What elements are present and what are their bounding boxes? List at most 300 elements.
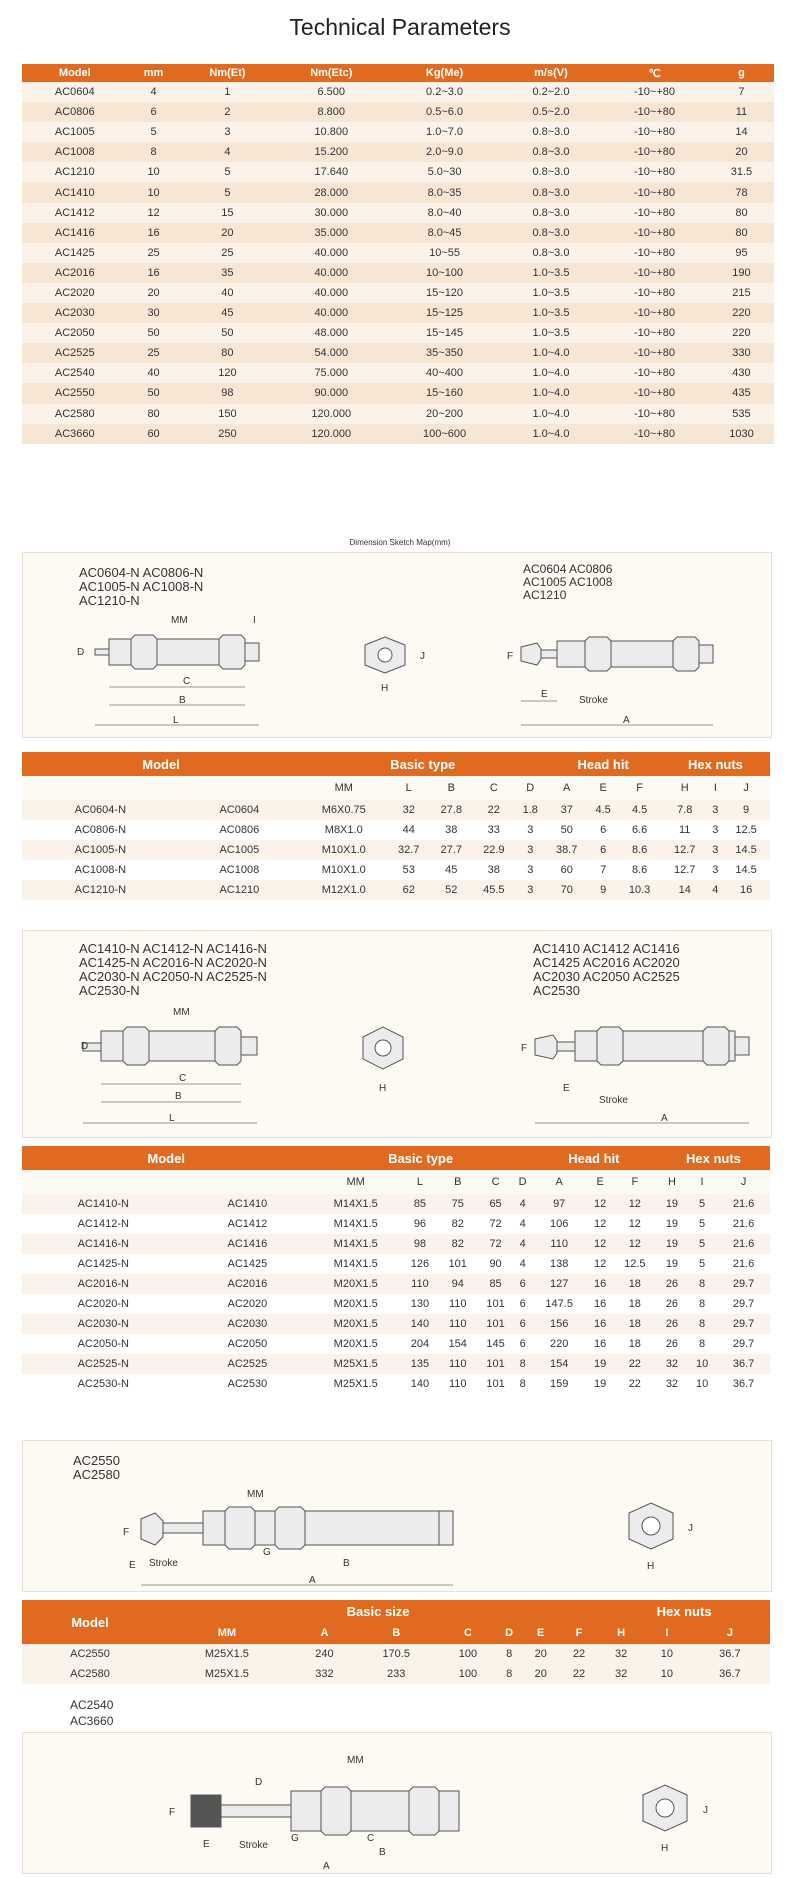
table-cell: 7 — [738, 86, 745, 99]
table-cell: 10.800 — [314, 126, 349, 139]
label-stroke: Stroke — [579, 695, 608, 706]
table-cell: 110 — [448, 1318, 467, 1330]
table-cell: 4 — [519, 1238, 526, 1250]
sub-header-cell: MM — [346, 1176, 365, 1188]
table-cell: 28.000 — [314, 186, 349, 199]
table-cell: 25 — [147, 347, 160, 360]
table-cell: 154 — [448, 1338, 467, 1350]
table-cell: -10~+80 — [634, 266, 675, 279]
small-models-table — [22, 752, 770, 900]
table-cell: 30.000 — [314, 206, 349, 219]
table-cell: 12 — [594, 1198, 607, 1210]
table-cell: AC2016 — [227, 1278, 268, 1290]
table-cell: 7.8 — [677, 804, 693, 816]
table-cell: 190 — [732, 266, 751, 279]
label-stroke-2: Stroke — [599, 1095, 628, 1106]
table-cell: 20 — [534, 1648, 547, 1660]
table-cell: 100 — [458, 1648, 478, 1660]
table-cell: 70 — [560, 884, 573, 896]
table-cell: AC1210 — [54, 166, 95, 179]
label-b-3: B — [343, 1558, 350, 1569]
table-cell: AC1410 — [54, 186, 95, 199]
table-cell: 62 — [402, 884, 415, 896]
table-row — [22, 1664, 770, 1684]
table-cell: AC2020 — [227, 1298, 268, 1310]
blank-cell — [22, 776, 300, 800]
table-cell: M25X1.5 — [333, 1378, 378, 1390]
table-row — [22, 142, 774, 162]
label-c-2: C — [179, 1073, 187, 1084]
table-cell: 3 — [527, 864, 534, 876]
table3-group-basic: Basic size — [346, 1603, 410, 1619]
large-models-table — [22, 1600, 770, 1684]
table-cell: M14X1.5 — [333, 1198, 378, 1210]
table-cell: 0.5~6.0 — [426, 106, 464, 119]
table-cell: 36.7 — [732, 1358, 755, 1370]
table-cell: 35~350 — [426, 347, 464, 360]
table-cell: 35 — [221, 266, 234, 279]
table-cell: 40~400 — [426, 367, 464, 380]
sketch4-model-2: AC3660 — [70, 1714, 114, 1728]
table-cell: 3 — [712, 844, 719, 856]
table-cell: 5 — [224, 186, 231, 199]
table-cell: 21.6 — [732, 1198, 755, 1210]
table-cell: 20 — [221, 226, 234, 239]
table-cell: 14 — [735, 126, 748, 139]
table-cell: 6 — [519, 1278, 526, 1290]
parameters-header-row — [22, 64, 774, 82]
table-cell: 0.2~2.0 — [532, 86, 570, 99]
label-b-4: B — [379, 1847, 386, 1858]
sub-header-cell: J — [743, 782, 749, 794]
table2-subheader-row — [22, 1170, 770, 1194]
sketch1-right-line-1: AC0604 AC0806 — [523, 562, 613, 576]
table-cell: 6.6 — [631, 824, 648, 836]
sub-header-cell: B — [392, 1627, 401, 1639]
table-cell: 101 — [486, 1298, 505, 1310]
table-cell: 21.6 — [732, 1258, 755, 1270]
table-cell: 26 — [665, 1278, 679, 1290]
table-cell: 1.0~4.0 — [532, 387, 570, 400]
table-cell: 54.000 — [314, 347, 349, 360]
table-cell: -10~+80 — [634, 307, 675, 320]
sub-header-cell: C — [464, 1627, 472, 1639]
table-cell: AC2550 — [54, 387, 95, 400]
table-cell: 25 — [147, 246, 160, 259]
sub-header-cell: A — [320, 1627, 329, 1639]
table-cell: AC2550 — [70, 1648, 110, 1660]
table-cell: 94 — [451, 1278, 464, 1290]
table-cell: 37 — [560, 804, 573, 816]
table-cell: 140 — [410, 1378, 430, 1390]
table-cell: M14X1.5 — [333, 1218, 378, 1230]
table-cell: 10 — [660, 1668, 673, 1680]
table1-group-hex: Hex nuts — [687, 756, 743, 772]
table-cell: 233 — [387, 1668, 406, 1680]
table-cell: 2.0~9.0 — [426, 146, 464, 159]
table-cell: 25 — [221, 246, 234, 259]
sub-header-cell: B — [454, 1176, 462, 1188]
shock-absorber-xl-side-view — [191, 1787, 459, 1835]
table-cell: 8.0~35 — [427, 186, 462, 199]
table-cell: AC2030-N — [77, 1318, 129, 1330]
table1-group-row — [22, 752, 770, 776]
table-cell: 19 — [665, 1218, 679, 1230]
table-cell: 0.8~3.0 — [532, 186, 570, 199]
table1-group-head: Head hit — [577, 756, 629, 772]
table-cell: 110 — [448, 1358, 467, 1370]
table-cell: 32.7 — [398, 844, 420, 856]
table-cell: AC1416 — [54, 226, 95, 239]
table-cell: -10~+80 — [634, 286, 675, 299]
hex-nut-end-view-2 — [363, 1027, 403, 1069]
sub-header-cell: B — [447, 782, 455, 794]
table-cell: 90.000 — [314, 387, 349, 400]
table-cell: 138 — [550, 1258, 569, 1270]
col-weight: g — [738, 67, 745, 79]
table-cell: 32 — [402, 804, 415, 816]
table-cell: 36.7 — [732, 1378, 755, 1390]
table-cell: 18 — [628, 1318, 641, 1330]
label-f-3: F — [123, 1527, 130, 1538]
table-cell: 14.5 — [735, 864, 757, 876]
table-cell: 72 — [489, 1238, 502, 1250]
table-cell: 4 — [712, 884, 719, 896]
table-cell: 22.9 — [483, 844, 505, 856]
table-cell: 80 — [735, 206, 748, 219]
table-cell: 8 — [506, 1668, 513, 1680]
sub-header-cell: C — [491, 1176, 500, 1188]
table-cell: 98 — [221, 387, 234, 400]
table-cell: 1030 — [729, 427, 754, 440]
table-cell: AC1410 — [227, 1198, 268, 1210]
table-cell: 5 — [699, 1198, 706, 1210]
table-cell: AC1210-N — [74, 884, 127, 896]
label-a-3: A — [309, 1575, 316, 1586]
table-cell: 11 — [679, 824, 691, 836]
table-cell: AC2530 — [227, 1378, 268, 1390]
table-cell: 15~120 — [426, 286, 464, 299]
table-row — [22, 1234, 770, 1254]
shock-absorber-side-view — [95, 635, 259, 669]
table-cell: -10~+80 — [634, 186, 675, 199]
table-cell: 220 — [550, 1338, 569, 1350]
table-cell: M6X0.75 — [321, 804, 366, 816]
table-cell: 3 — [527, 884, 534, 896]
table-cell: AC2580 — [54, 407, 95, 420]
table-cell: AC1005 — [219, 844, 260, 856]
table-cell: AC1008-N — [74, 864, 127, 876]
label-a: A — [623, 715, 630, 726]
table-cell: 12 — [628, 1198, 641, 1210]
sketch3-line-2: AC2580 — [73, 1467, 120, 1482]
table-cell: M20X1.5 — [333, 1338, 378, 1350]
table-cell: 5 — [150, 126, 157, 139]
table-cell: 332 — [315, 1668, 334, 1680]
sub-header-cell: MM — [217, 1627, 237, 1639]
table-cell: 18 — [628, 1298, 641, 1310]
table-cell: AC2050 — [54, 327, 95, 340]
table-cell: AC1412 — [54, 206, 95, 219]
table2-group-row — [22, 1146, 770, 1170]
table-cell: 101 — [486, 1378, 505, 1390]
label-d-2: D — [81, 1041, 89, 1052]
sketch2-left-line-3: AC2030-N AC2050-N AC2525-N — [79, 969, 267, 984]
hex-nut-end-view-4 — [643, 1785, 687, 1831]
table-cell: AC1210 — [219, 884, 260, 896]
table-cell: 10~55 — [429, 246, 460, 259]
table-cell: 9 — [600, 884, 607, 896]
table-cell: 8.6 — [631, 844, 648, 856]
table-cell: 16 — [739, 884, 753, 896]
table-cell: 65 — [489, 1198, 502, 1210]
page-title: Technical Parameters — [289, 14, 511, 40]
sub-header-cell: MM — [334, 782, 353, 794]
table-cell: -10~+80 — [634, 86, 675, 99]
table-cell: 20 — [534, 1668, 547, 1680]
table-cell: 18 — [628, 1278, 641, 1290]
label-l: L — [173, 715, 179, 726]
label-d-4: D — [255, 1777, 263, 1788]
label-f: F — [507, 651, 514, 662]
sub-header-cell: A — [555, 1176, 563, 1188]
table-cell: 75 — [451, 1198, 464, 1210]
table3-group-row — [22, 1600, 770, 1622]
table-cell: 17.640 — [314, 166, 349, 179]
table-cell: 16 — [594, 1318, 607, 1330]
table-cell: AC1410-N — [77, 1198, 129, 1210]
col-nm-etc: Nm(Etc) — [310, 67, 353, 79]
table-cell: 0.8~3.0 — [532, 206, 570, 219]
blank-cell — [22, 1170, 310, 1194]
table-cell: 4.5 — [595, 804, 611, 816]
table-cell: 8 — [150, 146, 157, 159]
label-mm-3: MM — [247, 1489, 264, 1500]
table-row — [22, 102, 774, 122]
sketch2-right-line-4: AC2530 — [533, 983, 580, 998]
table-cell: 110 — [550, 1238, 568, 1250]
sub-header-cell: E — [596, 1176, 604, 1188]
table-cell: 22 — [572, 1668, 586, 1680]
table-cell: 10 — [660, 1648, 673, 1660]
sketch1-left-line-2: AC1005-N AC1008-N — [79, 579, 204, 594]
sketch2-left-line-2: AC1425-N AC2016-N AC2020-N — [79, 955, 267, 970]
table-cell: 82 — [451, 1218, 464, 1230]
sketch1-right-line-3: AC1210 — [523, 588, 567, 602]
label-h-4: H — [661, 1843, 669, 1854]
table-cell: 95 — [735, 246, 748, 259]
table-cell: 130 — [410, 1298, 430, 1310]
table-cell: 22 — [572, 1648, 586, 1660]
table-cell: 12 — [147, 206, 160, 219]
sub-header-cell: D — [518, 1176, 527, 1188]
table-cell: AC2016-N — [77, 1278, 129, 1290]
table-cell: 50 — [560, 824, 573, 836]
table-cell: -10~+80 — [634, 166, 675, 179]
table-cell: 1.0~4.0 — [532, 347, 570, 360]
table-cell: 1.0~4.0 — [532, 367, 570, 380]
table-row — [22, 1374, 770, 1394]
table-row — [22, 1334, 770, 1354]
label-g-4: G — [291, 1833, 299, 1844]
table-cell: 48.000 — [314, 327, 349, 340]
label-h-3: H — [647, 1561, 655, 1572]
sub-header-cell: J — [726, 1627, 733, 1639]
table-cell: 45 — [445, 864, 458, 876]
table-cell: 1.0~3.5 — [532, 286, 570, 299]
table-cell: AC0806 — [54, 106, 95, 119]
table-cell: AC2525 — [54, 347, 95, 360]
sub-header-cell: I — [713, 782, 717, 794]
table-cell: M25X1.5 — [204, 1668, 249, 1680]
table-row — [22, 880, 770, 900]
table-cell: 4.5 — [631, 804, 648, 816]
sub-header-cell: H — [680, 782, 689, 794]
table-cell: AC2030 — [54, 307, 95, 320]
table-row — [22, 1354, 770, 1374]
table-cell: 12 — [628, 1238, 641, 1250]
table-cell: 330 — [732, 347, 751, 360]
table-cell: M20X1.5 — [333, 1278, 378, 1290]
table-cell: 5 — [699, 1258, 706, 1270]
table-cell: 10~100 — [426, 266, 464, 279]
table-cell: 12 — [628, 1218, 641, 1230]
table-cell: 106 — [550, 1218, 569, 1230]
col-mm: mm — [143, 67, 164, 79]
sub-header-cell: L — [405, 782, 412, 794]
sub-header-cell: F — [636, 782, 643, 794]
table-cell: 11 — [735, 106, 748, 119]
table-cell: AC2050-N — [77, 1338, 129, 1350]
table-cell: 40.000 — [314, 307, 349, 320]
table-cell: 85 — [489, 1278, 502, 1290]
sub-header-cell: D — [526, 782, 535, 794]
sub-header-cell: A — [563, 782, 571, 794]
table-row — [22, 383, 774, 403]
label-mm: MM — [171, 615, 188, 626]
table-cell: 19 — [594, 1358, 607, 1370]
table-cell: 15 — [221, 206, 234, 219]
table-cell: -10~+80 — [634, 106, 675, 119]
table1-group-model: Model — [142, 756, 180, 772]
table-row — [22, 162, 774, 182]
table-cell: 100~600 — [422, 427, 467, 440]
table-cell: AC2530-N — [77, 1378, 129, 1390]
table-cell: 6 — [150, 106, 157, 119]
table-cell: 101 — [486, 1318, 505, 1330]
table2-group-basic: Basic type — [388, 1150, 454, 1166]
table-cell: 127 — [550, 1278, 569, 1290]
table-row — [22, 800, 770, 820]
table-cell: 120 — [218, 367, 237, 380]
table-cell: 14 — [678, 884, 691, 896]
table-cell: -10~+80 — [634, 327, 675, 340]
table-cell: 22 — [628, 1378, 641, 1390]
table-cell: 90 — [489, 1258, 502, 1270]
col-kg-me: Kg(Me) — [425, 67, 464, 79]
table-cell: 535 — [732, 407, 751, 420]
table-cell: 120.000 — [311, 427, 352, 440]
table-row — [22, 203, 774, 223]
table-cell: -10~+80 — [634, 367, 675, 380]
table-cell: 31.5 — [730, 166, 753, 179]
table-cell: 19 — [665, 1238, 679, 1250]
table-cell: AC1416-N — [77, 1238, 129, 1250]
table-cell: 1.0~3.5 — [532, 327, 570, 340]
table-cell: 12.7 — [674, 864, 696, 876]
table-cell: 140 — [410, 1318, 430, 1330]
table-cell: AC1008 — [54, 146, 95, 159]
label-stroke-3: Stroke — [149, 1558, 178, 1569]
table3-group-hex: Hex nuts — [656, 1603, 712, 1619]
table-cell: 6 — [600, 824, 607, 836]
table-cell: 33 — [487, 824, 500, 836]
table-cell: AC2540 — [54, 367, 95, 380]
table-cell: 18 — [628, 1338, 641, 1350]
table-cell: 0.2~3.0 — [426, 86, 464, 99]
table-cell: 170.5 — [382, 1648, 410, 1660]
table-cell: 0.5~2.0 — [532, 106, 570, 119]
table-cell: 9 — [743, 804, 750, 816]
table-cell: -10~+80 — [634, 126, 675, 139]
label-a-2: A — [661, 1113, 668, 1124]
table-cell: 4 — [150, 86, 157, 99]
label-e: E — [541, 689, 548, 700]
sub-header-cell: F — [631, 1176, 639, 1188]
table-cell: AC2030 — [227, 1318, 268, 1330]
table1-group-basic: Basic type — [390, 756, 456, 772]
table-cell: 4 — [519, 1198, 526, 1210]
table-cell: 12.5 — [735, 824, 757, 836]
table-cell: 5 — [699, 1218, 706, 1230]
table-cell: 0.8~3.0 — [532, 166, 570, 179]
table-cell: 430 — [732, 367, 751, 380]
table-row — [22, 1314, 770, 1334]
label-e-2: E — [563, 1083, 570, 1094]
table-cell: 12.5 — [624, 1258, 646, 1270]
label-c: C — [183, 676, 191, 687]
table-cell: 80 — [221, 347, 234, 360]
sub-header-cell: C — [489, 782, 498, 794]
table-row — [22, 323, 774, 343]
table-cell: 1.0~3.5 — [532, 266, 570, 279]
table-cell: 8 — [506, 1648, 513, 1660]
table-cell: 29.7 — [732, 1338, 755, 1350]
sub-header-cell: E — [537, 1627, 545, 1639]
table-cell: 0.8~3.0 — [532, 126, 570, 139]
col-model: Model — [58, 67, 91, 79]
sub-header-cell: I — [665, 1627, 669, 1639]
table-cell: -10~+80 — [634, 206, 675, 219]
table-cell: 50 — [221, 327, 234, 340]
table-cell: M20X1.5 — [333, 1318, 378, 1330]
table-cell: 27.8 — [440, 804, 462, 816]
table-cell: AC1425-N — [77, 1258, 129, 1270]
table-row — [22, 243, 774, 263]
table-cell: AC2580 — [70, 1668, 110, 1680]
table-cell: 27.7 — [440, 844, 462, 856]
table-cell: 45.5 — [483, 884, 505, 896]
table-cell: 72 — [489, 1218, 502, 1230]
table-cell: 38 — [487, 864, 500, 876]
table-cell: 40 — [221, 286, 234, 299]
table-cell: AC1005 — [54, 126, 95, 139]
table-cell: M25X1.5 — [333, 1358, 378, 1370]
table-cell: 10.3 — [628, 884, 651, 896]
table-cell: 3 — [527, 844, 534, 856]
table-row — [22, 223, 774, 243]
sketch1-left-line-3: AC1210-N — [79, 593, 140, 608]
